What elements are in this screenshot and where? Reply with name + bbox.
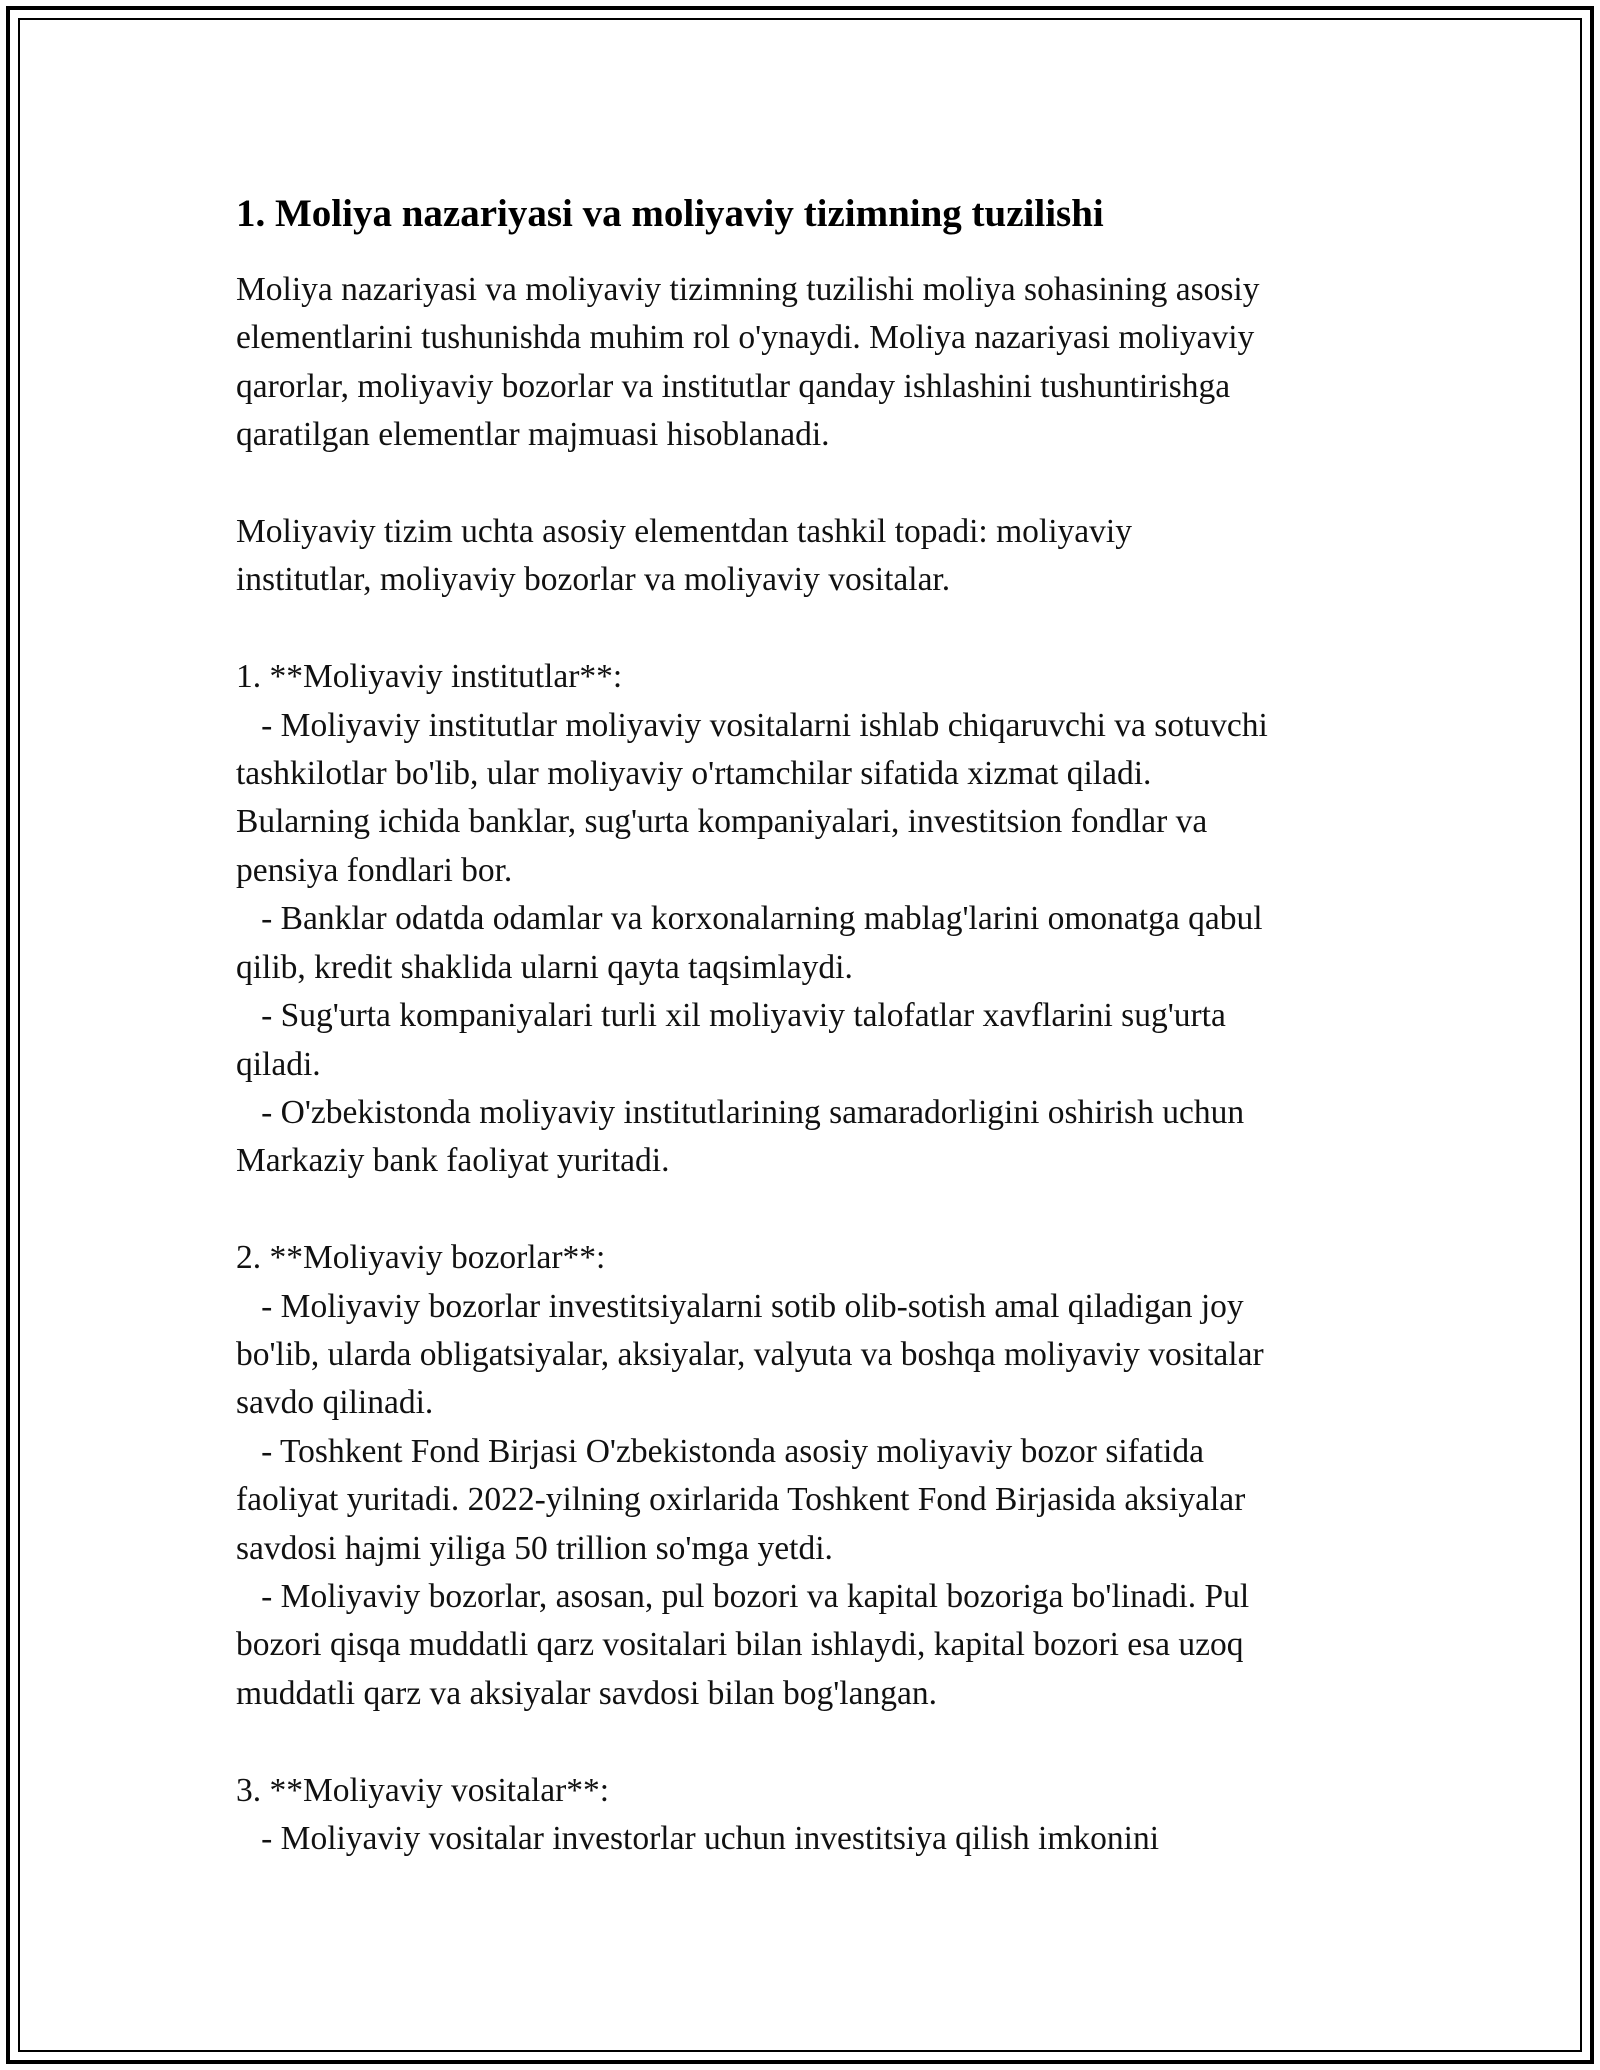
- document-title: 1. Moliya nazariyasi va moliyaviy tizimning tuzilishi: [236, 192, 1104, 235]
- document-content: [236, 188, 1386, 1863]
- document-body: Moliya nazariyasi va moliyaviy tizimning tuzilishi moliya sohasining asosiy elementlarini tushunishda muhim rol o'ynaydi. Moliya nazariyasi moliyaviy qarorlar, moliyaviy bozorlar va institutlar qanday ishlashini tushuntirishga qaratilgan elementlar majmuasi hisoblanadi. Moliyaviy tizim uchta asosiy elementdan tashkil topadi: moliyaviy institutlar, moliyaviy bozorlar va moliyaviy vositalar. 1. **Moliyaviy institutlar**: - Moliyaviy institutlar moliyaviy vositalarni ishlab chiqaruvchi va sotuvchi tashkilotlar bo'lib, ular moliyaviy o'rtamchilar sifatida xizmat qiladi. Bularning ichida banklar, sug'urta kompaniyalari, investitsion fondlar va pensiya fondlari bor. - Banklar odatda odamlar va korxonalarning mablag'larini omonatga qabul qilib, kredit shaklida ularni qayta taqsimlaydi. - Sug'urta kompaniyalari turli xil moliyaviy talofatlar xavflarini sug'urta qiladi. - O'zbekistonda moliyaviy institutlarining samaradorligini oshirish uchun Markaziy bank faoliyat yuritadi. 2. **Moliyaviy bozorlar**: - Moliyaviy bozorlar investitsiyalarni sotib olib-sotish amal qiladigan joy bo'lib, ularda obligatsiyalar, aksiyalar, valyuta va boshqa moliyaviy vositalar savdo qilinadi. - Toshkent Fond Birjasi O'zbekistonda asosiy moliyaviy bozor sifatida faoliyat yuritadi. 2022-yilning oxirlarida Toshkent Fond Birjasida aksiyalar savdosi hajmi yiliga 50 trillion so'mga yetdi. - Moliyaviy bozorlar, asosan, pul bozori va kapital bozoriga bo'linadi. Pul bozori qisqa muddatli qarz vositalari bilan ishlaydi, kapital bozori esa uzoq muddatli qarz va aksiyalar savdosi bilan bog'langan. 3. **Moliyaviy vositalar**: - Moliyaviy vositalar investorlar uchun investitsiya qilish imkonini: [236, 271, 1268, 1857]
